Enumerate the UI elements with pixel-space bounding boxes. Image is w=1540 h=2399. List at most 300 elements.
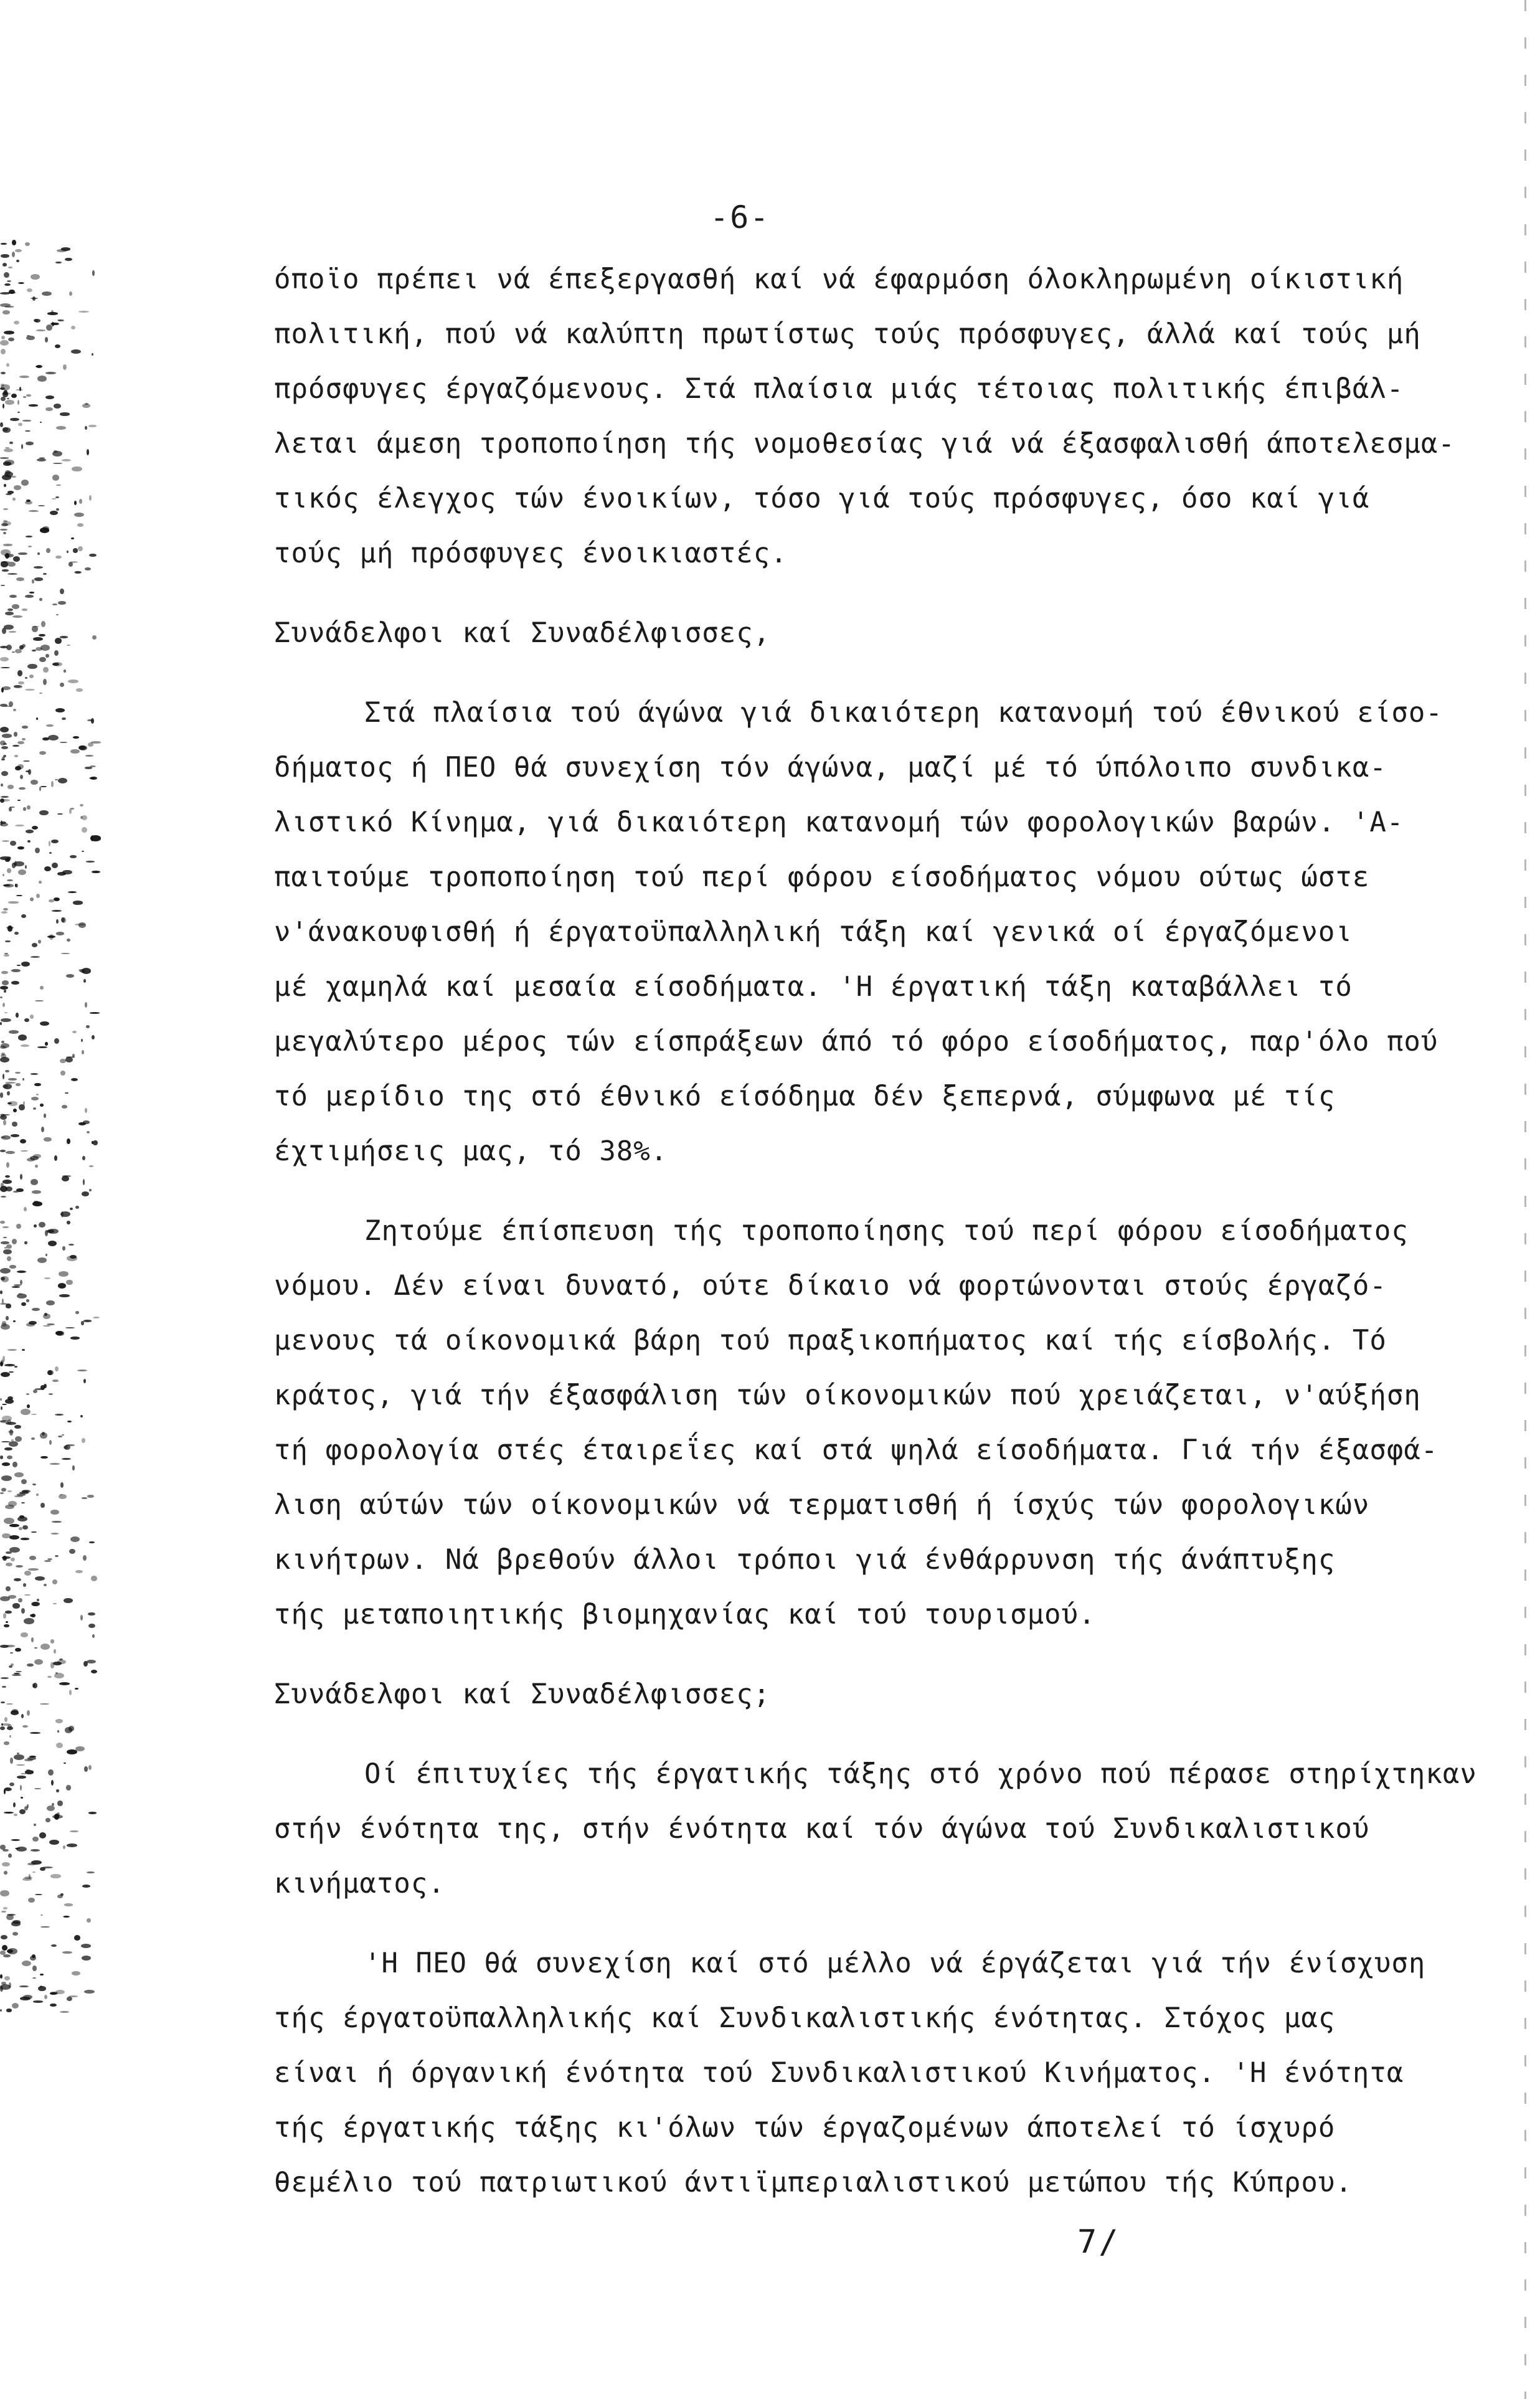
scan-speck [58,1436,62,1437]
scan-speck [4,1976,10,1981]
scan-speck [26,536,32,537]
scan-speck [1,759,5,760]
scan-speck [5,400,14,405]
scan-speck [60,2011,68,2013]
scan-speck [18,1034,27,1041]
scan-speck [4,448,12,452]
scan-speck [22,420,31,422]
scan-speck [7,1455,12,1459]
scan-speck [7,1349,17,1351]
scan-speck [3,532,6,534]
scan-speck [73,548,78,552]
scan-speck [55,344,60,348]
scan-speck [22,608,28,610]
scan-speck [20,1139,26,1143]
scan-speck [55,556,62,559]
scan-speck [9,631,17,633]
scan-speck [2,686,11,690]
scan-speck [45,1042,47,1046]
scan-speck [33,1107,36,1110]
scan-speck [20,775,23,780]
scan-speck [90,777,97,780]
scan-speck [69,291,72,296]
scan-speck [35,1894,42,1895]
scan-speck [70,1208,73,1210]
scan-speck [67,1221,70,1224]
scan-speck [85,755,94,757]
scan-speck [8,1078,17,1081]
scan-speck [1,254,9,258]
scan-speck [40,1926,50,1928]
scan-speck [60,636,68,638]
scan-speck [1,1324,10,1330]
scan-speck [0,1845,6,1849]
scan-speck [14,1366,17,1368]
scan-speck [21,1538,29,1540]
scan-speck [1,1196,6,1198]
scan-speck [76,688,83,692]
scan-speck [17,670,22,676]
scan-speck [12,1709,18,1713]
scan-speck [64,1763,66,1764]
scan-speck [36,1094,39,1095]
scan-speck [21,1044,29,1047]
scan-speck [3,1613,7,1618]
scan-speck [1,1701,5,1703]
scan-speck [37,1599,40,1601]
scan-speck [0,1022,2,1025]
scan-speck [62,870,72,875]
scan-speck [86,1025,90,1028]
scan-speck [60,683,64,687]
scan-speck [49,1440,52,1445]
scan-speck [24,1018,29,1022]
scan-speck [31,1179,38,1185]
scan-speck [17,965,20,966]
scan-speck [14,1578,21,1581]
scan-speck [0,1290,2,1294]
scan-speck [28,546,32,547]
scan-speck [88,1612,95,1616]
scan-speck [90,765,96,767]
scan-speck [50,1874,61,1878]
scan-speck [87,1495,95,1498]
scan-speck [8,338,14,341]
scan-speck [32,1308,40,1311]
scan-speck [2,1533,11,1538]
scan-speck [57,1730,60,1733]
scan-speck [16,389,22,390]
scan-speck [46,324,52,331]
scan-speck [52,1815,63,1819]
scan-speck [61,953,70,954]
scan-speck [82,1156,85,1160]
scan-speck [48,735,58,741]
text-line: έχτιμήσεις μας, τό 38%. [274,1135,668,1167]
scan-speck [57,1800,62,1806]
scan-speck [23,396,27,398]
scan-speck [12,498,16,501]
scan-speck [44,1277,50,1279]
scan-speck [50,323,59,326]
scan-speck [1,1018,11,1022]
scan-speck [24,1759,33,1761]
scan-speck [51,1944,57,1947]
scan-speck [2,1404,7,1405]
scan-speck [21,480,29,486]
scan-speck [83,1555,87,1561]
scan-speck [52,1521,61,1523]
scan-speck [27,1863,36,1865]
scan-speck [54,450,57,453]
scan-speck [69,1549,75,1554]
scan-speck [29,1556,35,1560]
scan-speck [12,1286,20,1288]
scan-speck [66,1785,71,1790]
scan-speck [50,1463,60,1465]
scan-speck [33,2000,44,2003]
scan-speck [62,1246,65,1251]
text-line: πρόσφυγες έργαζόμενους. Στά πλαίσια μιάς τέτοιας πολιτικής έπιβάλ- [274,373,1404,405]
scan-speck [0,387,5,390]
salutation [274,1667,1382,1722]
text-line: λιστικό Κίνημα, γιά δικαιότερη κατανομή τών φορολογικών βαρών. 'Α- [274,807,1404,838]
scan-speck [52,910,62,912]
scan-speck [62,717,66,721]
scan-speck [0,1455,3,1459]
scan-speck [11,1439,13,1441]
scan-speck [0,1890,9,1896]
scan-speck [16,1083,21,1086]
scan-speck [40,786,47,788]
scan-speck [35,1165,38,1168]
page-number: -6- [710,199,770,235]
scan-speck [58,601,65,605]
scan-speck [58,1283,66,1289]
scan-speck [55,1555,59,1557]
scan-speck [7,856,12,861]
scan-speck [4,1624,9,1627]
scan-speck [0,646,7,648]
scan-speck [7,1396,13,1400]
scan-speck [20,1785,22,1791]
scan-speck [27,1663,34,1667]
scan-speck [27,1804,29,1808]
scan-speck [38,1986,45,1992]
scan-speck [4,953,7,954]
scan-speck [92,635,97,640]
scan-speck [14,1754,24,1760]
scan-speck [29,404,38,406]
scan-speck [82,1885,90,1888]
scan-speck [26,1393,29,1395]
scan-speck [1,796,9,798]
scan-speck [1,911,7,914]
scan-speck [45,1818,50,1823]
scan-speck [32,943,37,947]
scan-speck [4,331,14,335]
scan-speck [34,1083,42,1086]
scan-speck [68,1244,74,1246]
scan-speck [44,1137,52,1142]
scan-speck [0,823,8,826]
scan-speck [69,1690,72,1695]
scan-speck [39,751,46,755]
scan-speck [22,644,26,648]
scan-speck [15,249,22,253]
scan-speck [22,1725,28,1728]
scan-speck [47,1676,52,1678]
scan-speck [79,745,87,750]
text-line: είναι ή όργανική ένότητα τού Συνδικαλιστικού Κινήματος. 'Η ένότητα [274,2057,1404,2089]
text-line: θεμέλιο τού πατριωτικού άντιϊμπεριαλιστικού μετώπου τής Κύπρου. [274,2167,1353,2198]
scan-speck [2,310,11,315]
scan-speck [49,1840,59,1845]
scan-speck [66,1444,75,1446]
text-line: πολιτική, πού νά καλύπτη πρωτίστως τούς πρόσφυγες, άλλά καί τούς μή [274,318,1421,350]
scan-speck [10,1652,13,1654]
scan-speck [65,1092,68,1094]
scan-speck [11,1134,19,1137]
scan-speck [21,1773,26,1774]
scan-speck [0,1596,10,1601]
scan-speck [9,1782,14,1786]
scan-speck [17,1493,26,1495]
scan-speck [6,1244,11,1249]
scan-speck [40,986,44,990]
scan-speck [85,426,87,429]
scan-speck [82,1956,91,1961]
scan-speck [26,442,33,445]
scan-speck [15,825,24,826]
scan-speck [55,262,62,263]
scan-speck [61,247,70,250]
scan-speck [70,1337,80,1339]
scan-speck [82,968,91,974]
scan-speck [83,1379,86,1383]
scan-speck [8,267,12,268]
scan-speck [16,577,24,581]
text-line: μενους τά οίκονομικά βάρη τού πραξικοπήματος καί τής είσβολής. Τό [274,1325,1387,1356]
scan-speck [3,884,10,886]
scan-speck [6,1162,9,1168]
scan-speck [28,1568,38,1571]
scan-speck [7,1091,10,1096]
scan-speck [49,841,50,846]
scan-speck [6,645,12,650]
scan-speck [5,1175,10,1178]
scan-speck [25,1770,34,1774]
scan-speck [6,1645,15,1647]
scan-speck [84,1766,88,1771]
scan-speck [15,766,21,770]
scan-speck [14,685,21,688]
scan-speck [11,476,16,478]
scan-speck [45,1230,48,1236]
scan-speck [92,871,100,874]
scan-speck [54,1155,57,1161]
scan-speck [4,1717,7,1722]
scan-speck [11,969,20,973]
scan-speck [32,1483,36,1485]
text-line: τικός έλεγχος τών ένοικίων, τόσο γιά τούς πρόσφυγες, όσο καί γιά [274,483,1370,514]
scan-speck [56,1789,59,1792]
scan-speck [45,1254,47,1256]
paragraph-unity [274,1936,1426,2210]
scan-speck [54,1038,59,1044]
scan-speck [26,394,31,397]
scan-speck [14,755,18,757]
scan-speck [40,1456,48,1459]
scan-speck [4,1871,7,1875]
scan-speck [20,1997,30,2001]
scan-speck [46,548,50,553]
scan-speck [89,1541,95,1543]
scan-speck [0,340,9,346]
scan-speck [75,1311,79,1314]
scan-speck [19,1104,25,1110]
scan-speck [27,1710,30,1716]
scan-speck [40,1867,45,1871]
scan-speck [92,270,94,275]
scan-speck [40,1104,43,1107]
scan-speck [12,615,22,618]
scan-speck [32,1871,35,1873]
scan-speck [6,493,12,495]
scan-speck [91,1576,97,1581]
scan-speck [82,827,87,833]
scan-speck [75,924,85,925]
scan-speck [2,840,10,842]
scan-speck [18,423,22,426]
scan-speck [0,1726,5,1730]
scan-speck [9,595,16,598]
scan-speck [7,1256,12,1262]
scan-speck [34,1659,43,1665]
scan-speck [11,1839,20,1841]
scan-speck [37,552,40,556]
scan-speck [8,901,18,903]
scan-speck [70,1536,80,1542]
scan-speck [31,1614,36,1617]
scan-speck [43,573,47,575]
scan-speck [50,1639,55,1644]
scan-speck [35,1000,44,1001]
scan-speck [27,840,31,843]
scan-speck [52,498,56,499]
scan-speck [25,677,27,679]
scan-speck [4,954,9,957]
scan-speck [2,1074,4,1079]
scan-speck [40,1021,49,1026]
scan-speck [36,717,38,720]
scan-speck [83,1320,92,1322]
scan-speck [4,625,14,630]
scan-speck [11,1663,14,1666]
scan-speck [34,577,43,580]
scan-speck [64,670,67,673]
scan-speck [26,499,31,502]
scan-speck [49,852,52,854]
scan-speck [45,337,48,343]
scan-speck [32,1190,41,1194]
scan-speck [7,608,13,611]
scan-speck [55,1414,63,1416]
scan-speck [7,1419,11,1424]
scan-speck [38,505,45,506]
scan-speck [3,1120,7,1125]
text-line: τή φορολογία στές έταιρεΐες καί στά ψηλά είσοδήματα. Γιά τήν έξασφά- [274,1434,1438,1466]
scan-speck [6,1563,12,1566]
scan-speck [13,1320,16,1322]
scan-speck [2,1462,10,1466]
scan-speck [0,1974,2,1979]
scan-speck [33,1389,37,1393]
scan-speck [31,1073,38,1075]
scan-speck [67,1256,77,1261]
scan-speck [44,866,51,871]
scan-speck [1,1982,6,1985]
scan-speck [2,1180,12,1184]
scan-speck [68,891,77,893]
scan-speck [2,569,9,572]
scan-speck [70,1830,78,1832]
scan-speck [27,1158,35,1162]
scan-speck [32,1602,40,1607]
scan-speck [52,475,59,481]
text-line: λεται άμεση τροποποίηση τής νομοθεσίας γιά νά έξασφαλισθή άποτελεσμα- [274,428,1455,460]
scan-speck [67,1421,72,1423]
scan-speck [7,1490,12,1492]
scan-speck [33,637,43,641]
scan-speck [88,1624,95,1628]
scan-speck [5,1611,12,1614]
scan-speck [63,1845,65,1849]
scan-speck [34,1201,39,1203]
scan-speck [54,1649,56,1654]
scan-speck [50,1662,54,1668]
scan-speck [7,280,11,282]
scan-speck [65,1727,72,1733]
scan-speck [82,851,84,852]
scan-speck [1,1723,11,1726]
scan-speck [8,1431,14,1433]
scan-speck [13,1802,16,1808]
scan-speck [89,1189,92,1192]
scan-speck [7,1948,17,1954]
scan-speck [2,1862,10,1867]
scan-speck [74,1935,81,1941]
scan-speck [16,1565,23,1568]
scan-speck [1,585,6,586]
scan-speck [22,1961,31,1966]
scan-speck [62,917,66,923]
scan-speck [93,1140,98,1145]
scan-speck [43,1325,50,1327]
scan-speck [18,681,24,684]
scan-speck [74,501,77,505]
scan-speck [70,561,78,563]
scan-speck [36,365,42,368]
scan-speck [20,1174,23,1180]
scan-speck [0,1268,11,1274]
scan-speck [47,1370,52,1375]
scan-speck [14,1814,17,1816]
scan-speck [70,749,80,754]
scan-speck [4,460,14,465]
scan-speck [89,495,92,501]
scan-speck [3,1237,7,1238]
